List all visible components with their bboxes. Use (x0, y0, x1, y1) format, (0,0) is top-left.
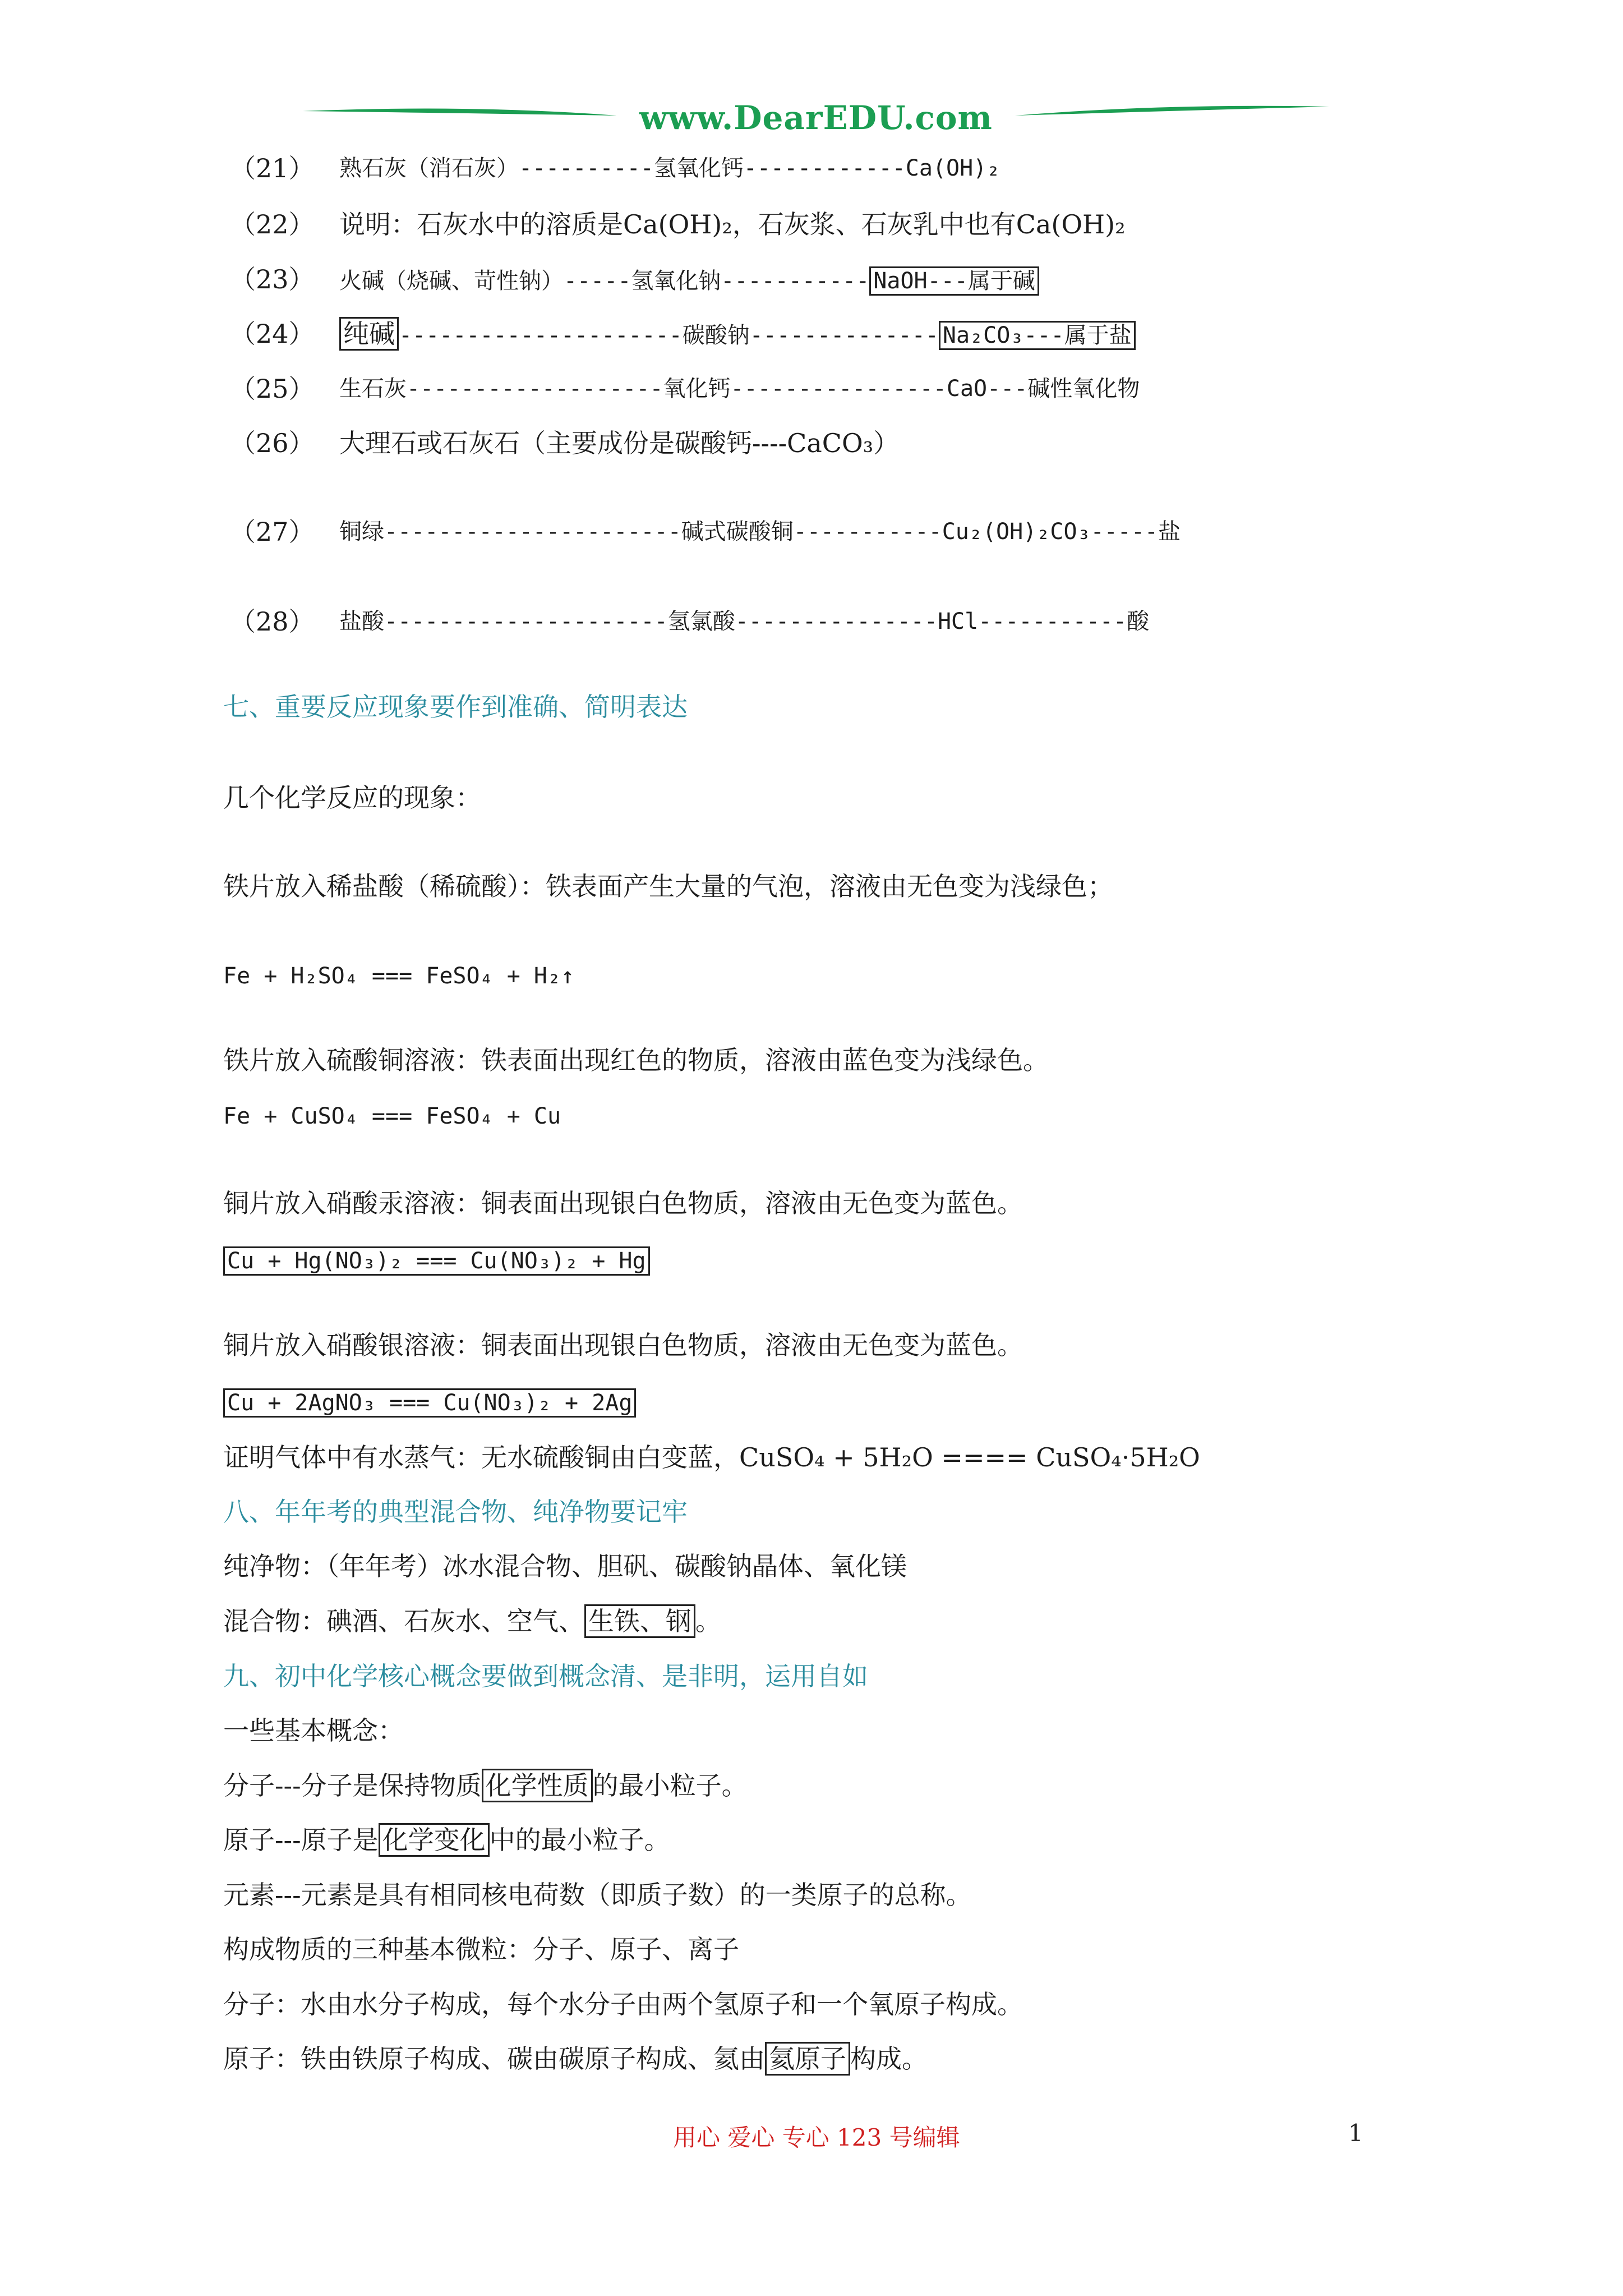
footer-text: 用心 爱心 专心 123 号编辑 (673, 2124, 960, 2151)
paragraph: 几个化学反应的现象： (223, 783, 481, 813)
reaction-equation: Fe + H₂SO₄ === FeSO₄ + H₂↑ (223, 963, 575, 989)
list-item-num: （28） (230, 606, 315, 637)
boxed-term: 氦原子 (765, 2042, 850, 2076)
list-item-row (339, 317, 1136, 352)
boxed-term: 纯碱 (339, 317, 399, 351)
list-item-text: 大理石或石灰石（主要成份是碳酸钙----CaCO₃） (339, 428, 900, 458)
reaction-equation: Fe + CuSO₄ === FeSO₄ + Cu (223, 1103, 561, 1129)
list-item-num: （23） (230, 264, 315, 295)
list-item-text: ---------------------碳酸钠-------------- (399, 323, 939, 348)
text: 原子：铁由铁原子构成、碳由碳原子构成、氦由 (223, 2044, 765, 2074)
list-item-num: （27） (230, 517, 315, 547)
reaction-description: 铁片放入稀盐酸（稀硫酸）：铁表面产生大量的气泡，溶液由无色变为浅绿色； (223, 871, 1113, 901)
paragraph: 元素---元素是具有相同核电荷数（即质子数）的一类原子的总称。 (223, 1880, 972, 1910)
boxed-term: Na₂CO₃---属于盐 (939, 321, 1136, 350)
list-item-num: （26） (230, 428, 315, 458)
list-item-text: 生石灰-------------------氧化钙----------------CaO---碱性氧化物 (339, 376, 1140, 402)
list-item-num: （25） (230, 374, 315, 404)
boxed-term: 生铁、钢 (584, 1604, 695, 1638)
reaction-description: 铁片放入硫酸铜溶液：铁表面出现红色的物质，溶液由蓝色变为浅绿色。 (223, 1045, 1049, 1075)
paragraph (223, 1769, 748, 1802)
paragraph: 纯净物：（年年考）冰水混合物、胆矾、碳酸钠晶体、氧化镁 (223, 1551, 907, 1581)
list-item-num: （21） (230, 153, 315, 183)
list-item-text: 火碱（烧碱、苛性钠）-----氢氧化钠----------- (339, 268, 870, 294)
site-header (303, 99, 1329, 138)
text: 的最小粒子。 (592, 1770, 748, 1801)
boxed-term: 化学变化 (379, 1823, 490, 1857)
list-item-text: 说明：石灰水中的溶质是Ca(OH)₂，石灰浆、石灰乳中也有Ca(OH)₂ (339, 209, 1126, 240)
list-item-text: 熟石灰（消石灰）----------氢氧化钙------------Ca(OH)₂ (339, 155, 1000, 181)
list-item-row (339, 263, 1039, 298)
paragraph: 构成物质的三种基本微粒：分子、原子、离子 (223, 1934, 739, 1964)
text: 混合物：碘酒、石灰水、空气、 (223, 1606, 584, 1636)
boxed-term: 化学性质 (482, 1769, 593, 1802)
boxed-equation: Cu + 2AgNO₃ === Cu(NO₃)₂ + 2Ag (223, 1388, 636, 1418)
site-logo: www.DearEDU.com (639, 99, 993, 137)
reaction-equation-row (223, 1243, 650, 1278)
reaction-description: 铜片放入硝酸银溶液：铜表面出现银白色物质，溶液由无色变为蓝色。 (223, 1330, 1023, 1360)
boxed-term: NaOH---属于碱 (869, 266, 1039, 296)
reaction-description: 证明气体中有水蒸气：无水硫酸铜由白变蓝，CuSO₄ + 5H₂O ==== CuSO₄·5H₂O (223, 1442, 1200, 1473)
paragraph (223, 2042, 928, 2076)
list-item-num: （24） (230, 319, 315, 349)
text: 中的最小粒子。 (489, 1825, 670, 1855)
reaction-equation-row (223, 1384, 636, 1420)
list-item-text: 盐酸---------------------氢氯酸---------------HCl-----------酸 (339, 609, 1150, 634)
paragraph: 一些基本概念： (223, 1715, 404, 1746)
section-title: 七、重要反应现象要作到准确、简明表达 (223, 692, 688, 722)
paragraph (223, 1604, 721, 1638)
paragraph (223, 1823, 670, 1857)
reaction-description: 铜片放入硝酸汞溶液：铜表面出现银白色物质，溶液由无色变为蓝色。 (223, 1188, 1023, 1218)
page-number: 1 (1348, 2119, 1363, 2147)
list-item-num: （22） (230, 209, 315, 240)
boxed-equation: Cu + Hg(NO₃)₂ === Cu(NO₃)₂ + Hg (223, 1246, 650, 1276)
text: 。 (695, 1606, 721, 1636)
text: 原子---原子是 (223, 1825, 379, 1855)
text: 构成。 (850, 2044, 928, 2074)
section-title: 九、初中化学核心概念要做到概念清、是非明，运用自如 (223, 1661, 868, 1691)
list-item-text: 铜绿----------------------碱式碳酸铜-----------Cu₂(OH)₂CO₃-----盐 (339, 519, 1181, 545)
text: 分子---分子是保持物质 (223, 1770, 482, 1801)
paragraph: 分子：水由水分子构成，每个水分子由两个氢原子和一个氧原子构成。 (223, 1989, 1023, 2019)
section-title: 八、年年考的典型混合物、纯净物要记牢 (223, 1497, 688, 1527)
